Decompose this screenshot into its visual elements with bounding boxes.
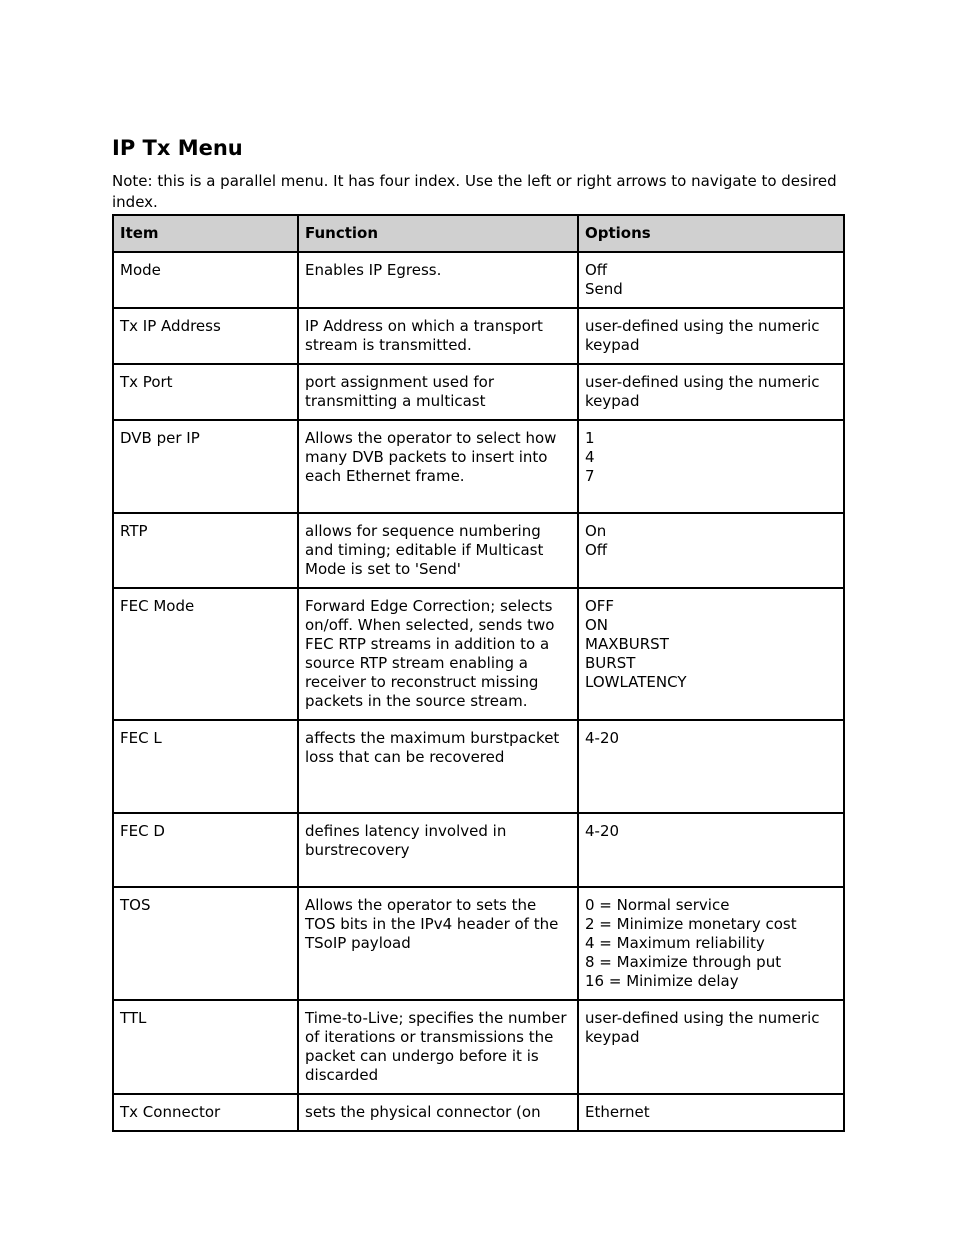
- row-function: Forward Edge Correction; selects on/off. When selected, sends two FEC RTP streams in addition to a source RTP stream enabling a receiver to reconstruct missing packets in the source stream.: [298, 588, 578, 720]
- row-options: 4-20: [578, 720, 844, 813]
- table-row: [113, 720, 844, 813]
- table-row: [113, 513, 844, 588]
- table-row: [113, 252, 844, 308]
- menu-note: Note: this is a parallel menu. It has four index. Use the left or right arrows to navigate to desired index.: [112, 172, 837, 211]
- header-options: Options: [578, 215, 844, 252]
- row-function: sets the physical connector (on: [298, 1094, 578, 1131]
- page-title: IP Tx Menu: [112, 136, 243, 160]
- row-function: Time-to-Live; specifies the number of iterations or transmissions the packet can undergo before it is discarded: [298, 1000, 578, 1094]
- row-function: allows for sequence numbering and timing; editable if Multicast Mode is set to 'Send': [298, 513, 578, 588]
- row-options: user-defined using the numeric keypad: [578, 308, 844, 364]
- row-item: DVB per IP: [113, 420, 298, 513]
- table-row: [113, 813, 844, 887]
- table-row: [113, 588, 844, 720]
- row-function: Allows the operator to select how many DVB packets to insert into each Ethernet frame.: [298, 420, 578, 513]
- row-item: FEC D: [113, 813, 298, 887]
- header-item: Item: [113, 215, 298, 252]
- table-row: [113, 1094, 844, 1131]
- row-item: FEC L: [113, 720, 298, 813]
- row-options: 0 = Normal service 2 = Minimize monetary cost 4 = Maximum reliability 8 = Maximize through put 16 = Minimize delay: [578, 887, 844, 1000]
- row-item: Tx Port: [113, 364, 298, 420]
- row-options: 1 4 7: [578, 420, 844, 513]
- row-options: user-defined using the numeric keypad: [578, 1000, 844, 1094]
- row-options: 4-20: [578, 813, 844, 887]
- table-header-row: [113, 215, 844, 252]
- row-options: OFF ON MAXBURST BURST LOWLATENCY: [578, 588, 844, 720]
- table-row: [113, 887, 844, 1000]
- row-function: IP Address on which a transport stream is transmitted.: [298, 308, 578, 364]
- row-function: port assignment used for transmitting a multicast: [298, 364, 578, 420]
- table-row: [113, 1000, 844, 1094]
- row-item: Mode: [113, 252, 298, 308]
- row-function: Enables IP Egress.: [298, 252, 578, 308]
- row-function: affects the maximum burstpacket loss that can be recovered: [298, 720, 578, 813]
- row-item: TOS: [113, 887, 298, 1000]
- row-options: Ethernet: [578, 1094, 844, 1131]
- row-options: Off Send: [578, 252, 844, 308]
- ip-tx-menu-table: [112, 214, 845, 1132]
- table-row: [113, 364, 844, 420]
- row-options: On Off: [578, 513, 844, 588]
- table-row: [113, 420, 844, 513]
- header-function: Function: [298, 215, 578, 252]
- row-item: Tx Connector: [113, 1094, 298, 1131]
- table-row: [113, 308, 844, 364]
- row-item: RTP: [113, 513, 298, 588]
- row-item: FEC Mode: [113, 588, 298, 720]
- row-function: defines latency involved in burstrecovery: [298, 813, 578, 887]
- row-options: user-defined using the numeric keypad: [578, 364, 844, 420]
- row-item: TTL: [113, 1000, 298, 1094]
- row-item: Tx IP Address: [113, 308, 298, 364]
- row-function: Allows the operator to sets the TOS bits in the IPv4 header of the TSoIP payload: [298, 887, 578, 1000]
